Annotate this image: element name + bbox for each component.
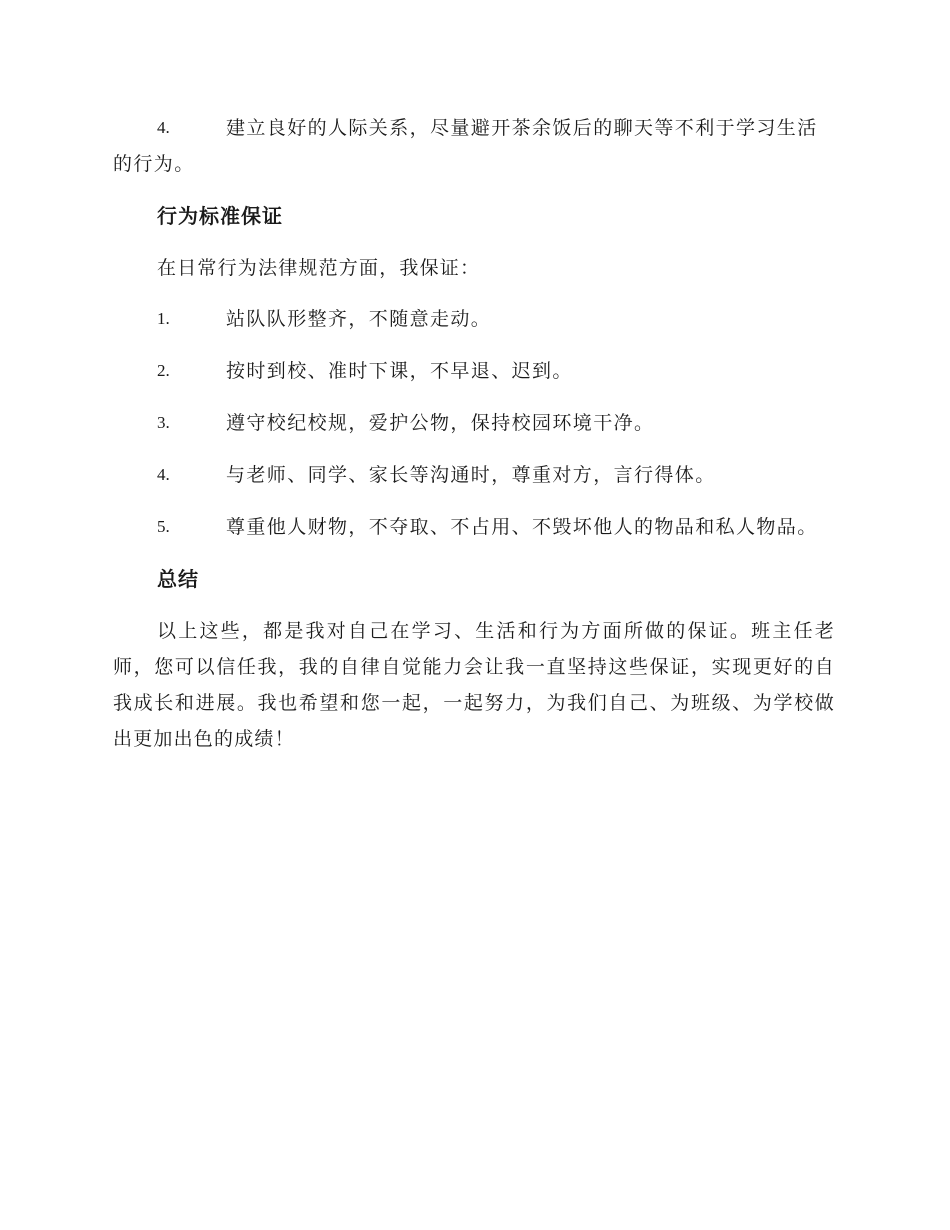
- list-item-number: 4.: [157, 118, 170, 137]
- list-item: [113, 405, 835, 441]
- summary-paragraph: 以上这些，都是我对自己在学习、生活和行为方面所做的保证。班主任老师，您可以信任我，我的自律自觉能力会让我一直坚持这些保证，实现更好的自我成长和进展。我也希望和您一起，一起努力，为我们自己、为班级、为学校做出更加出色的成绩！: [113, 620, 835, 750]
- document-page: [113, 110, 835, 772]
- list-item: [113, 110, 835, 182]
- list-item-text: 尊重他人财物，不夺取、不占用、不毁坏他人的物品和私人物品。: [226, 516, 818, 538]
- list-item: [113, 301, 835, 337]
- list-item-number: 3.: [157, 413, 170, 432]
- list-item-text: 按时到校、准时下课，不早退、迟到。: [226, 360, 573, 382]
- list-item: [113, 509, 835, 545]
- list-item-number: 2.: [157, 361, 170, 380]
- section-heading-summary: 总结: [157, 567, 199, 591]
- list-item-number: 5.: [157, 517, 170, 536]
- list-item-text: 站队队形整齐，不随意走动。: [226, 308, 492, 330]
- section-heading-behavior: 行为标准保证: [157, 204, 283, 228]
- list-item-text: 与老师、同学、家长等沟通时，尊重对方，言行得体。: [226, 464, 716, 486]
- list-item-number: 1.: [157, 309, 170, 328]
- list-item-number: 4.: [157, 465, 170, 484]
- list-item: [113, 457, 835, 493]
- list-item-text: 遵守校纪校规，爱护公物，保持校园环境干净。: [226, 412, 655, 434]
- list-item: [113, 353, 835, 389]
- behavior-lead-paragraph: 在日常行为法律规范方面，我保证：: [157, 257, 481, 279]
- list-item-text: 建立良好的人际关系，尽量避开茶余饭后的聊天等不利于学习生活的行为。: [113, 117, 818, 175]
